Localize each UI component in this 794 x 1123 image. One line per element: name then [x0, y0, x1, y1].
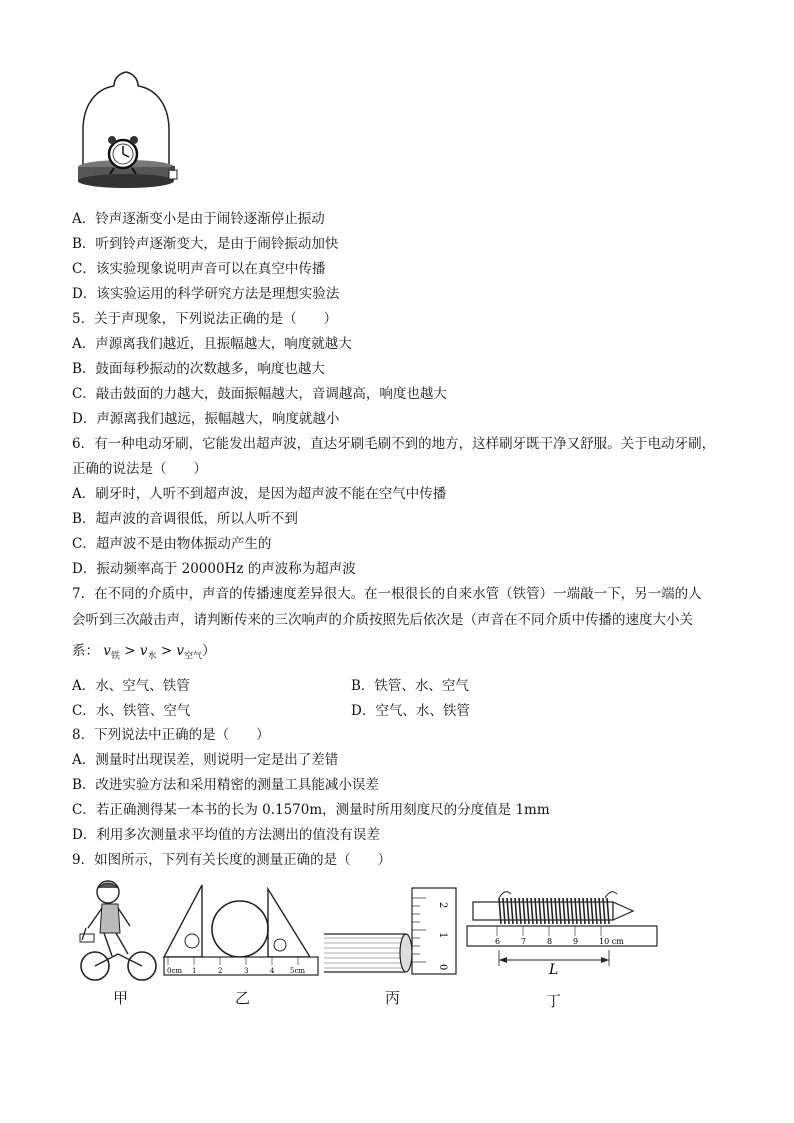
yi-label-5: 5cm	[290, 967, 306, 975]
caption-bing: 丙	[385, 989, 401, 1007]
q5-option-b: B．鼓面每秒振动的次数越多，响度也越大	[72, 361, 325, 377]
yi-label-0: 0cm	[167, 967, 183, 975]
q6-option-d: D．振动频率高于 20000Hz 的声波称为超声波	[72, 561, 356, 577]
v-water: v	[139, 643, 148, 659]
figure-jia-bicycle	[78, 878, 160, 984]
q4-option-d: D．该实验运用的科学研究方法是理想实验法	[72, 286, 340, 302]
q7-speed-relation	[72, 641, 216, 667]
ding-label-9: 9	[573, 937, 579, 946]
yi-label-3: 3	[244, 967, 249, 975]
q5-option-d: D．声源离我们越远，振幅越大，响度就越小	[72, 411, 340, 427]
figure-ding-coil	[465, 886, 660, 978]
q4-option-b: B．听到铃声逐渐变大，是由于闹铃振动加快	[72, 236, 339, 252]
figure-yi-circle-diameter	[162, 883, 322, 979]
ding-label-10: 10 cm	[599, 937, 624, 946]
caption-yi: 乙	[235, 989, 251, 1007]
q6-option-a: A．刷牙时，人听不到超声波，是因为超声波不能在空气中传播	[72, 486, 447, 502]
sub-water: 水	[147, 651, 157, 662]
q8-option-c: C．若正确测得某一本书的长为 0.1570m，测量时所用刻度尺的分度值是 1mm	[72, 802, 550, 818]
q4-option-a: A．铃声逐渐变小是由于闹铃逐渐停止振动	[72, 211, 325, 227]
q9-stem: 9．如图所示，下列有关长度的测量正确的是（ ）	[72, 852, 392, 868]
q6-option-c: C．超声波不是由物体振动产生的	[72, 536, 272, 552]
yi-label-1: 1	[192, 967, 197, 975]
q8-option-d: D．利用多次测量求平均值的方法测出的值没有误差	[72, 827, 380, 843]
caption-jia: 甲	[113, 989, 129, 1007]
q7-stem-line1: 7．在不同的介质中，声音的传播速度差异很大。在一根很长的自来水管（铁管）一端敲一下，另一端的人	[72, 586, 702, 602]
q5-option-c: C．敲击鼓面的力越大，鼓面振幅越大，音调越高，响度也越大	[72, 386, 447, 402]
gt-1: >	[124, 643, 136, 659]
q6-stem-line2: 正确的说法是（ ）	[72, 461, 207, 477]
q8-option-a: A．测量时出现误差，则说明一定是出了差错	[72, 752, 339, 768]
q7-option-b: B．铁管、水、空气	[351, 678, 469, 694]
q6-stem-line1: 6．有一种电动牙刷，它能发出超声波，直达牙刷毛刷不到的地方，这样刷牙既干净又舒服。关于电动牙刷，	[72, 436, 716, 452]
v-iron: v	[103, 643, 111, 659]
yi-label-2: 2	[218, 967, 223, 975]
ding-label-8: 8	[547, 937, 553, 946]
bing-label-2: 2	[437, 902, 448, 909]
ding-length-label: L	[549, 962, 559, 978]
figure-bing-cylinder	[322, 886, 462, 978]
q6-option-b: B．超声波的音调很低，所以人听不到	[72, 511, 298, 527]
v-air: v	[176, 643, 185, 659]
sub-iron: 铁	[110, 651, 120, 662]
gt-2: >	[160, 643, 173, 659]
q7-relation-prefix: 系：	[72, 643, 99, 659]
ding-label-6: 6	[495, 937, 501, 946]
q8-stem: 8．下列说法中正确的是（ ）	[72, 727, 270, 743]
q7-relation-suffix: ）	[202, 643, 216, 659]
q8-option-b: B．改进实验方法和采用精密的测量工具能减小误差	[72, 777, 379, 793]
bing-label-1: 1	[437, 932, 448, 939]
q7-option-c: C．水、铁管、空气	[72, 703, 191, 719]
bell-jar-figure	[74, 66, 189, 192]
q7-option-a: A．水、空气、铁管	[72, 678, 190, 694]
yi-label-4: 4	[270, 967, 275, 975]
q7-option-d: D．空气、水、铁管	[351, 703, 470, 719]
q5-option-a: A．声源离我们越近，且振幅越大，响度就越大	[72, 336, 352, 352]
q7-stem-line2: 会听到三次敲击声，请判断传来的三次响声的介质按照先后依次是（声音在不同介质中传播的速度大小关	[72, 612, 693, 628]
q5-stem: 5．关于声现象，下列说法正确的是（ ）	[72, 311, 338, 327]
caption-ding: 丁	[546, 992, 562, 1010]
q4-option-c: C．该实验现象说明声音可以在真空中传播	[72, 261, 326, 277]
ding-label-7: 7	[521, 937, 527, 946]
sub-air: 空气	[184, 651, 203, 662]
bing-label-0: 0	[437, 964, 448, 971]
